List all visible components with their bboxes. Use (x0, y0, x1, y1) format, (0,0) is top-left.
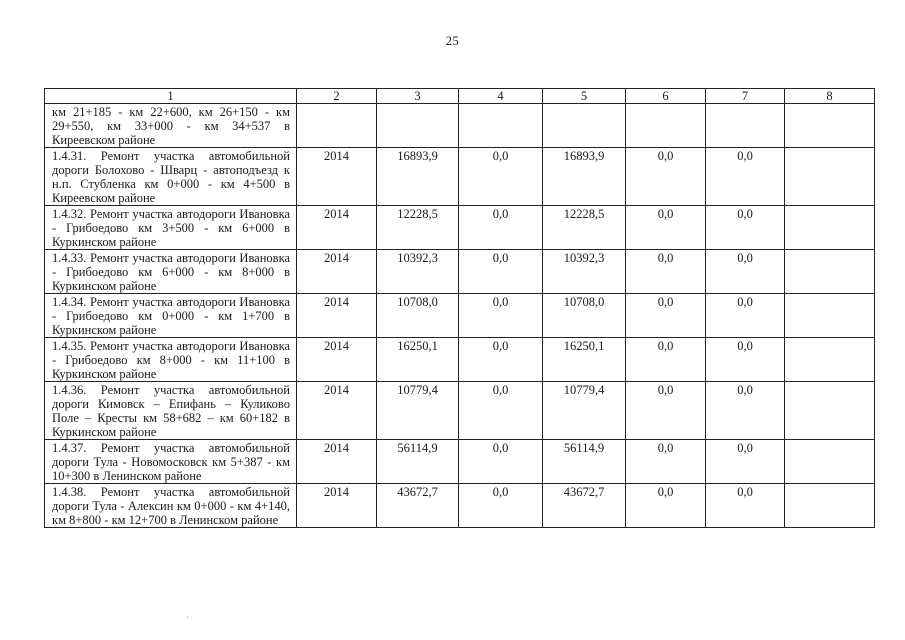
total-cell: 43672,7 (377, 484, 459, 528)
total-cell: 10708,0 (377, 294, 459, 338)
extra-budget-cell: 0,0 (706, 382, 785, 440)
municipal-cell: 0,0 (626, 382, 706, 440)
total-cell: 16250,1 (377, 338, 459, 382)
regional-cell: 16250,1 (543, 338, 626, 382)
extra-budget-cell: 0,0 (706, 440, 785, 484)
federal-cell (459, 104, 543, 148)
description-cell: 1.4.35. Ремонт участка автодороги Ивановка - Грибоедово км 8+000 - км 11+100 в Куркинском районе (45, 338, 297, 382)
federal-cell: 0,0 (459, 206, 543, 250)
total-cell (377, 104, 459, 148)
municipal-cell (626, 104, 706, 148)
note-cell (785, 250, 875, 294)
column-header: 7 (706, 89, 785, 104)
page-number: 25 (445, 34, 460, 48)
description-cell: 1.4.37. Ремонт участка автомобильной дороги Тула - Новомосковск км 5+387 - км 10+300 в Ленинском районе (45, 440, 297, 484)
description-cell: 1.4.32. Ремонт участка автодороги Ивановка - Грибоедово км 3+500 - км 6+000 в Куркинском районе (45, 206, 297, 250)
note-cell (785, 484, 875, 528)
table-row (45, 104, 875, 148)
year-cell: 2014 (297, 440, 377, 484)
column-header: 5 (543, 89, 626, 104)
municipal-cell: 0,0 (626, 206, 706, 250)
year-cell: 2014 (297, 338, 377, 382)
extra-budget-cell: 0,0 (706, 206, 785, 250)
regional-cell: 10708,0 (543, 294, 626, 338)
total-cell: 10392,3 (377, 250, 459, 294)
table-row (45, 294, 875, 338)
regional-cell: 10779,4 (543, 382, 626, 440)
description-cell: 1.4.31. Ремонт участка автомобильной дороги Болохово - Шварц - автоподъезд к н.п. Стубленка км 0+000 - км 4+500 в Киреевском районе (45, 148, 297, 206)
regional-cell: 10392,3 (543, 250, 626, 294)
year-cell (297, 104, 377, 148)
municipal-cell: 0,0 (626, 440, 706, 484)
table-header-row (45, 89, 875, 104)
federal-cell: 0,0 (459, 250, 543, 294)
federal-cell: 0,0 (459, 440, 543, 484)
year-cell: 2014 (297, 382, 377, 440)
description-cell: 1.4.34. Ремонт участка автодороги Ивановка - Грибоедово км 0+000 - км 1+700 в Куркинском районе (45, 294, 297, 338)
table-row (45, 250, 875, 294)
year-cell: 2014 (297, 206, 377, 250)
description-cell: 1.4.38. Ремонт участка автомобильной дороги Тула - Алексин км 0+000 - км 4+140, км 8+800 - км 12+700 в Ленинском районе (45, 484, 297, 528)
total-cell: 12228,5 (377, 206, 459, 250)
note-cell (785, 382, 875, 440)
year-cell: 2014 (297, 250, 377, 294)
extra-budget-cell: 0,0 (706, 338, 785, 382)
municipal-cell: 0,0 (626, 484, 706, 528)
column-header: 2 (297, 89, 377, 104)
extra-budget-cell (706, 104, 785, 148)
column-header: 1 (45, 89, 297, 104)
road-repair-table (44, 88, 875, 528)
scan-artifact: · (186, 612, 189, 622)
regional-cell (543, 104, 626, 148)
federal-cell: 0,0 (459, 294, 543, 338)
table-row (45, 148, 875, 206)
description-cell: 1.4.33. Ремонт участка автодороги Ивановка - Грибоедово км 6+000 - км 8+000 в Куркинском районе (45, 250, 297, 294)
municipal-cell: 0,0 (626, 338, 706, 382)
year-cell: 2014 (297, 294, 377, 338)
column-header: 3 (377, 89, 459, 104)
extra-budget-cell: 0,0 (706, 294, 785, 338)
table-row (45, 206, 875, 250)
note-cell (785, 294, 875, 338)
column-header: 4 (459, 89, 543, 104)
year-cell: 2014 (297, 148, 377, 206)
regional-cell: 56114,9 (543, 440, 626, 484)
extra-budget-cell: 0,0 (706, 148, 785, 206)
total-cell: 10779,4 (377, 382, 459, 440)
table-row (45, 440, 875, 484)
extra-budget-cell: 0,0 (706, 250, 785, 294)
total-cell: 16893,9 (377, 148, 459, 206)
description-cell: 1.4.36. Ремонт участка автомобильной дороги Кимовск – Епифань – Куликово Поле – Кресты км 58+682 – км 60+182 в Куркинском районе (45, 382, 297, 440)
year-cell: 2014 (297, 484, 377, 528)
table-row (45, 382, 875, 440)
note-cell (785, 440, 875, 484)
table-row (45, 484, 875, 528)
federal-cell: 0,0 (459, 382, 543, 440)
federal-cell: 0,0 (459, 148, 543, 206)
municipal-cell: 0,0 (626, 148, 706, 206)
regional-cell: 12228,5 (543, 206, 626, 250)
note-cell (785, 338, 875, 382)
federal-cell: 0,0 (459, 338, 543, 382)
description-cell: км 21+185 - км 22+600, км 26+150 - км 29+550, км 33+000 - км 34+537 в Киреевском районе (45, 104, 297, 148)
column-header: 6 (626, 89, 706, 104)
municipal-cell: 0,0 (626, 250, 706, 294)
extra-budget-cell: 0,0 (706, 484, 785, 528)
column-header: 8 (785, 89, 875, 104)
regional-cell: 43672,7 (543, 484, 626, 528)
note-cell (785, 206, 875, 250)
note-cell (785, 148, 875, 206)
note-cell (785, 104, 875, 148)
total-cell: 56114,9 (377, 440, 459, 484)
federal-cell: 0,0 (459, 484, 543, 528)
municipal-cell: 0,0 (626, 294, 706, 338)
regional-cell: 16893,9 (543, 148, 626, 206)
table-row (45, 338, 875, 382)
